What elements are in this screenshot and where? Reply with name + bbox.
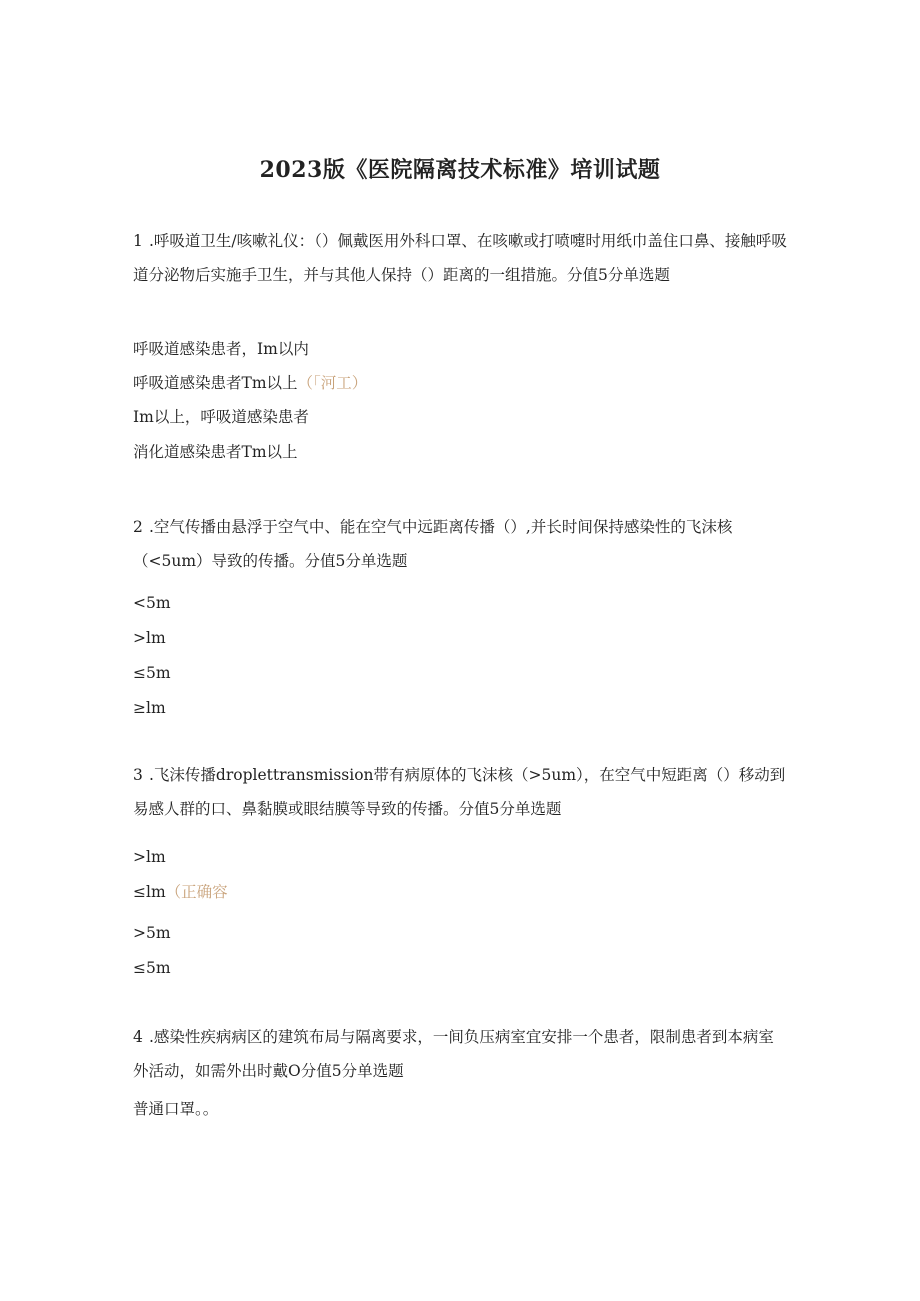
question-text [133,510,788,578]
option-label: Im以上，呼吸道感染患者 [133,408,309,426]
question-4 [133,1020,788,1088]
option-label: <5m [133,594,171,612]
option-1a[interactable] [133,338,309,360]
option-4a[interactable] [133,1098,218,1120]
option-label: >5m [133,924,171,942]
question-text [133,224,788,292]
question-number: 1 [133,232,143,250]
question-stem: .感染性疾病病区的建筑布局与隔离要求，一间负压病室宜安排一个患者，限制患者到本病室外活动，如需外出时戴O分值5分单选题 [133,1028,774,1080]
option-label: ≤5m [133,959,171,977]
option-2b[interactable] [133,627,166,649]
option-label: >lm [133,848,166,866]
option-1b[interactable] [133,372,367,394]
question-number: 4 [133,1028,143,1046]
page-title: 2023版《医院隔离技术标准》培训试题 [259,157,661,183]
question-stem: .空气传播由悬浮于空气中、能在空气中远距离传播（）,并长时间保持感染性的飞沫核（<5um）导致的传播。分值5分单选题 [133,518,733,570]
option-1d[interactable] [133,441,298,463]
question-2 [133,510,788,578]
option-label: ≥lm [133,699,166,717]
option-2a[interactable] [133,592,171,614]
option-3b[interactable] [133,881,228,903]
option-label: 呼吸道感染患者，Im以内 [133,340,309,358]
option-2d[interactable] [133,697,166,719]
option-3c[interactable] [133,922,171,944]
option-label: 消化道感染患者Tm以上 [133,443,298,461]
question-3 [133,758,788,826]
question-stem: .呼吸道卫生/咳嗽礼仪：（）佩戴医用外科口罩、在咳嗽或打喷嚏时用纸巾盖住口鼻、接触呼吸道分泌物后实施手卫生，并与其他人保持（）距离的一组措施。分值5分单选题 [133,232,787,284]
option-2c[interactable] [133,662,171,684]
question-1 [133,224,788,292]
answer-mark: （「河工） [297,374,368,392]
option-label: ≤5m [133,664,171,682]
question-stem: .飞沫传播droplettransmission带有病原体的飞沫核（>5um），在空气中短距离（）移动到易感人群的口、鼻黏膜或眼结膜等导致的传播。分值5分单选题 [133,766,786,818]
option-1c[interactable] [133,406,309,428]
option-label: 普通口罩。。 [133,1100,219,1118]
option-label: 呼吸道感染患者Tm以上 [133,374,298,392]
question-number: 2 [133,518,143,536]
question-text [133,758,788,826]
question-text [133,1020,788,1088]
option-3d[interactable] [133,957,171,979]
option-label: ≤lm [133,883,166,901]
question-number: 3 [133,766,143,784]
option-label: >lm [133,629,166,647]
option-3a[interactable] [133,846,166,868]
answer-mark: （正确容 [165,883,228,901]
